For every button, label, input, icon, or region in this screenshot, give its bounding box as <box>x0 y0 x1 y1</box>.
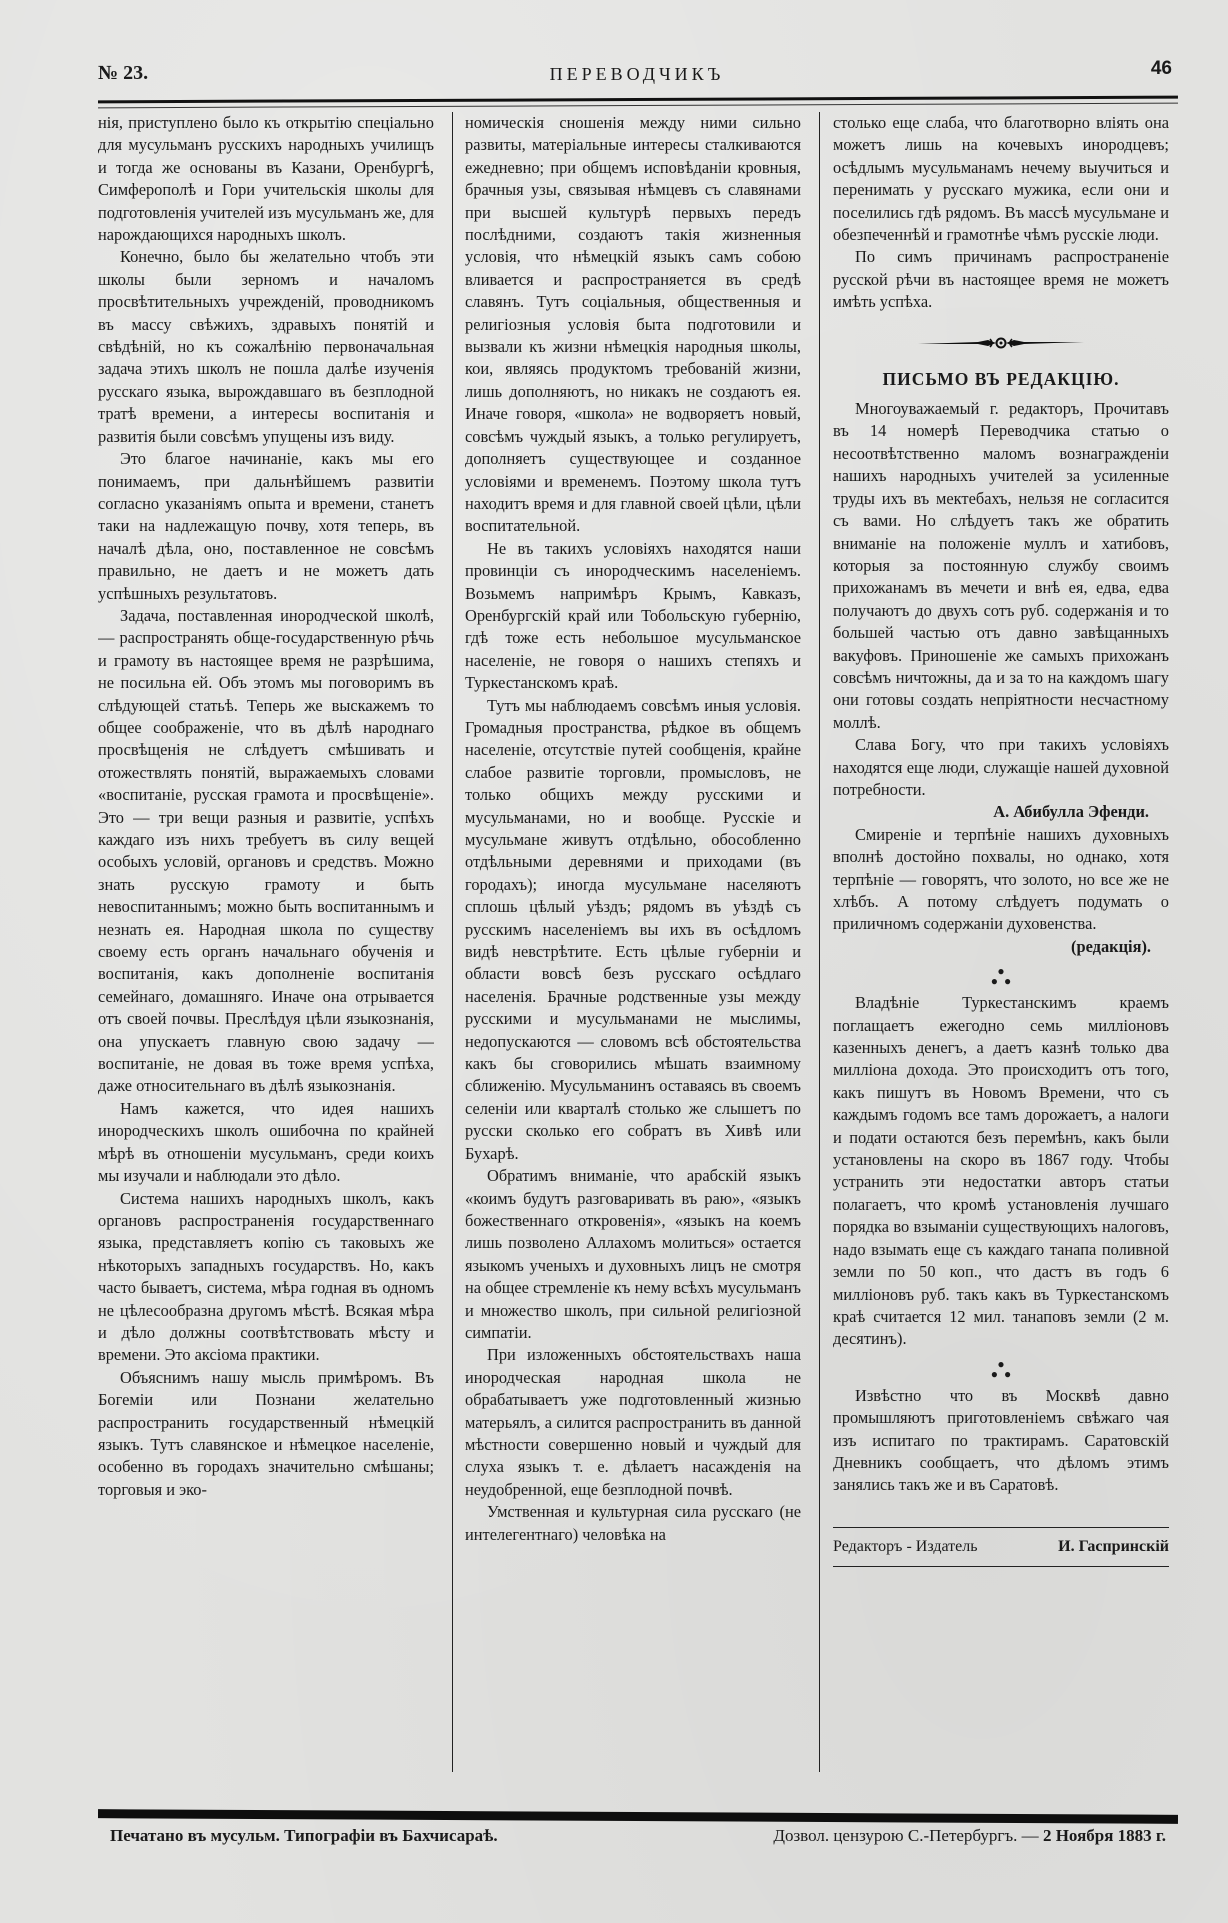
page-footer <box>98 1826 1166 1856</box>
editor-publisher-line <box>833 1527 1169 1567</box>
letter-signature: А. Абибулла Эфенди. <box>993 802 1149 822</box>
asterism-icon: ● ● <box>990 1366 1012 1381</box>
column-divider <box>819 112 820 1772</box>
censor-date: 2 Ноября 1883 г. <box>1042 1826 1166 1845</box>
article-paragraph: номическія сношенія между ними сильно развиты, матеріальные интересы сталкиваются ежедневно; при общемъ исповѣданіи кровныя, брачныя узы, связывая нѣмцевъ съ славянами при высшей культурѣ первыхъ передъ послѣдними, создаютъ такія жизненныя условія, что нѣмецкій языкъ самъ собою вливается и распространяется въ средѣ славянъ. Тутъ соціальныя, общественныя и религіозныя условія быта подготовили и вызвали къ жизни нѣмецкія народныя школы, кои, являясь продуктомъ требованій жизни, лишь дополняютъ, но никакъ не создаютъ ея. Иначе говоря, «школа» не водворяетъ новый, совсѣмъ чуждый языкъ, а только регулируетъ, дополняетъ существующее и созданное условіями и временемъ. Поэтому школа тутъ находитъ время и для главной своей цѣли, цѣли воспитательной. <box>465 113 801 536</box>
letter-paragraph: Слава Богу, что при такихъ условіяхъ находятся еще люди, служащіе нашей духовной потребности. <box>833 735 1169 799</box>
asterism-icon: ● ● <box>990 974 1012 989</box>
editorial-note: Смиреніе и терпѣніе нашихъ духовныхъ вполнѣ достойно похвалы, но однако, хотя терпѣніе — говорятъ, что золото, но все же не хлѣбъ. А потому слѣдуетъ подумать о приличномъ содержаніи духовенства. <box>833 824 1169 934</box>
asterism-icon: ● <box>997 964 1005 979</box>
article-paragraph: Задача, поставленная инородческой школѣ, — распространять обще-государственную рѣчь и грамоту въ настоящее время не разрѣшима, не посильна ей. Объ этомъ мы поговоримъ въ слѣдующей статьѣ. Теперь же выскажемъ то общее соображеніе, что въ дѣлѣ народнаго просвѣщенія не слѣдуетъ смѣшивать и отожествлять понятій, выражаемыхъ словами «воспитаніе, русская грамота и просвѣщеніе». Это — три вещи разныя и развитіе, успѣхъ каждаго изъ нихъ требуетъ въ силу вещей особыхъ условій, органовъ и средствъ. Можно знать русскую грамоту и быть невоспитаннымъ; можно быть воспитаннымъ и незнать ея. Народная школа по существу своему есть органъ начальнаго обученія и воспитанія, какъ дополненіе воспитанія семейнаго, домашняго. Иначе она отрывается отъ своей почвы. Преслѣдуя цѣли языкознанія, она упускаетъ главную свою задачу — воспитаніе, не довая въ тоже время успѣха, даже относительнаго въ дѣлѣ языкознанія. <box>98 605 434 1096</box>
newspaper-title: ПЕРЕВОДЧИКЪ <box>549 64 725 84</box>
censor-approval <box>773 1826 1166 1846</box>
letter-paragraph: Многоуважаемый г. редакторъ, Прочитавъ въ 14 номерѣ Переводчика статью о несоотвѣтственно маломъ вознагражденіи нашихъ народныхъ учителей за усиленные труды ихъ въ мектебахъ, нельзя не согласится съ вами. Но слѣдуетъ такъ же обратить вниманіе на положеніе муллъ и хатибовъ, которыя за постоянную службу своимъ прихожанамъ въ мечети и внѣ ея, едва, едва получаютъ до двухъ сотъ руб. содержанія и то большей частью отъ давно завѣщанныхъ вакуфовъ. Приношеніе же самыхъ прихожанъ совсѣмъ ничтожны, да и за то на каждомъ шагу они готовы создать непріятности несчастному моллѣ. <box>833 399 1169 732</box>
column-divider <box>452 112 453 1772</box>
censor-text: Дозвол. цензурою С.-Петербургъ. — <box>773 1826 1043 1845</box>
column-3 <box>833 112 1169 1772</box>
article-paragraph: Тутъ мы наблюдаемъ совсѣмъ иныя условія. Громадныя пространства, рѣдкое въ общемъ населеніе, отсутствіе путей сообщенія, крайне слабое развитіе торговли, промысловъ, не только общихъ между русскими и мусульманами, но и вообще. Русскіе и мусульмане живутъ отдѣльно, обособленно отдѣльными деревнями и приходами (въ городахъ); иногда мусульмане населяютъ сплошь цѣлый уѣздъ; рядомъ въ уѣздѣ съ русскимъ населеніемъ вы ихъ въ осѣдломъ видѣ невстрѣтите. Есть цѣлые губерніи и области вовсѣ безъ русскаго осѣдлаго населенія. Брачные родственные узы между русскими и мусульманами не мыслимы, недопускаются — словомъ всѣ обстоятельства какъ бы сговорились мѣшать взаимному сближенію. Мусульманинъ оставаясь въ своемъ селеніи или кварталѣ столько же слышетъ по русски сколько его собратъ въ Хивѣ или Бухарѣ. <box>465 695 801 1163</box>
article-paragraph: Намъ кажется, что идея нашихъ инородческихъ школъ ошибочна по крайней мѣрѣ въ отношеніи мусульманъ, среди коихъ мы изучали и наблюдали это дѣло. <box>98 1098 434 1186</box>
editorial-signature: (редакція). <box>1071 936 1151 956</box>
article-paragraph: Не въ такихъ условіяхъ находятся наши провинціи съ инородческимъ населеніемъ. Возьмемъ напримѣръ Крымъ, Кавказъ, Оренбургскій край или Тобольскую губернію, гдѣ тоже есть небольшое мусульманское населеніе, не говоря о нашихъ степяхъ и Туркестанскомъ краѣ. <box>465 538 801 693</box>
article-paragraph: При изложенныхъ обстоятельствахъ наша инородческая народная школа не обрабатываетъ уже подготовленный жизнью матерьялъ, а силится распространить въ данной мѣстности совершенно новый и чуждый для слуха языкъ т. е. дѣлаетъ насажденія на неудобренной, еще безплодной почвѣ. <box>465 1345 801 1499</box>
page-header <box>98 58 1176 98</box>
article-paragraph: Обратимъ вниманіе, что арабскій языкъ «коимъ будутъ разговаривать въ раю», «языкъ божественнаго откровенія», «языкъ на коемъ лишь позволено Аллахомъ молиться» остается языкомъ ученыхъ и духовныхъ лицъ не смотря на общее стремленіе къ нему всѣхъ мусульманъ и множество школъ, при сильной религіозной симпатіи. <box>465 1166 801 1342</box>
footer-rule <box>98 1809 1178 1824</box>
ornament-icon <box>916 336 1086 350</box>
asterism-divider <box>833 964 1169 989</box>
article-paragraph: Система нашихъ народныхъ школъ, какъ органовъ распространенія государственнаго языка, представляетъ копію съ таковыхъ же нѣкоторыхъ западныхъ государствъ. Но, какъ часто бываетъ, система, мѣра годная въ одномъ не цѣлесообразна другомъ мѣстѣ. Всякая мѣра и дѣло должны соотвѣтствовать мѣсту и времени. Это аксіома практики. <box>98 1188 434 1365</box>
article-paragraph: столько еще слаба, что благотворно вліять она можетъ лишь на кочевыхъ инородцевъ; осѣдлымъ мусульманамъ нечему выучиться и перенимать у русскаго мужика, если они и поселились гдѣ рядомъ. Въ массѣ мусульмане и обезпеченнѣй и грамотнѣе чѣмъ русскіе люди. <box>833 113 1169 245</box>
page-number: 46 <box>1150 58 1172 79</box>
asterism-icon: ● <box>997 1356 1005 1371</box>
article-paragraph: По симъ причинамъ распространеніе русской рѣчи въ настоящее время не можетъ имѣть успѣха. <box>833 247 1169 312</box>
section-title-letter: ПИСЬМО ВЪ РЕДАКЦІЮ. <box>882 368 1120 389</box>
editor-role: Редакторъ - Издатель <box>833 1537 978 1555</box>
issue-number: № 23. <box>98 62 149 84</box>
news-paragraph-turkestan: Владѣніе Туркестанскимъ краемъ поглащаетъ ежегодно семь милліоновъ казенныхъ денегъ, а даетъ казнѣ только два милліона дохода. Это происходитъ отъ того, какъ пишутъ въ Новомъ Времени, что съ каждымъ годомъ все тамъ дорожаетъ, а налоги и подати остаются безъ перемѣнъ, какъ были установлены на скоро въ 1867 году. Чтобы устранить эти недостатки авторъ статьи полагаетъ, что кромѣ установленія лучшаго порядка во взыманіи существующихъ налоговъ, надо взымать еще съ каждаго танапа поливной земли по 50 коп., что дастъ въ годъ 6 милліоновъ руб. такъ какъ въ Туркестанскомъ краѣ считается 12 мил. танаповъ земли (2 м. десятинъ). <box>833 993 1169 1349</box>
article-paragraph: нія, приступлено было къ открытію спеціально для мусульманъ русскихъ народныхъ училищъ и тогда же основаны въ Казани, Оренбургѣ, Симферополѣ и Гори учительскія школы для подготовленія учителей изъ мусульманъ же, для нарождающихся народныхъ школъ. <box>98 113 434 245</box>
editor-name: И. Гаспринскій <box>1058 1537 1169 1555</box>
news-paragraph-tea: Извѣстно что въ Москвѣ давно промышляютъ приготовленіемъ свѣжаго чая изъ испитаго по трактирамъ. Саратовскій Дневникъ сообщаетъ, что дѣломъ этимъ занялись такъ же и въ Саратовѣ. <box>833 1385 1169 1495</box>
column-2 <box>465 112 801 1772</box>
article-paragraph: Умственная и культурная сила русскаго (не интелегентнаго) человѣка на <box>465 1502 801 1544</box>
article-paragraph: Это благое начинаніе, какъ мы его понимаемъ, при дальнѣйшемъ развитіи согласно указаніямъ опыта и времени, станетъ таки на надлежащую почву, хотя теперь, въ началѣ дѣла, оно, поставленное не совсѣмъ правильно, не даетъ и не можетъ дать успѣшныхъ результатовъ. <box>98 449 434 603</box>
article-paragraph: Объяснимъ нашу мысль примѣромъ. Въ Богеміи или Познани желательно распространить государственный нѣмецкій языкъ. Тутъ славянское и нѣмецкое населеніе, особенно въ городахъ значительно смѣшаны; торговыя и эко- <box>98 1367 434 1499</box>
article-paragraph: Конечно, было бы желательно чтобъ эти школы были зерномъ и началомъ просвѣтительныхъ учрежденій, проводникомъ въ массу свѣжихъ, здравыхъ понятій и свѣдѣній, но къ сожалѣнію первоначальная задача этихъ школъ не пошла далѣе изученія русскаго языка, вырождавшаго въ безплодной тратѣ времени, а интересы воспитанія и развитія были совсѣмъ упущены изъ виду. <box>98 247 434 446</box>
ornament-divider <box>833 336 1169 350</box>
column-1 <box>98 112 434 1772</box>
printer-imprint: Печатано въ мусульм. Типографіи въ Бахчисараѣ. <box>110 1826 498 1845</box>
asterism-divider <box>833 1356 1169 1381</box>
